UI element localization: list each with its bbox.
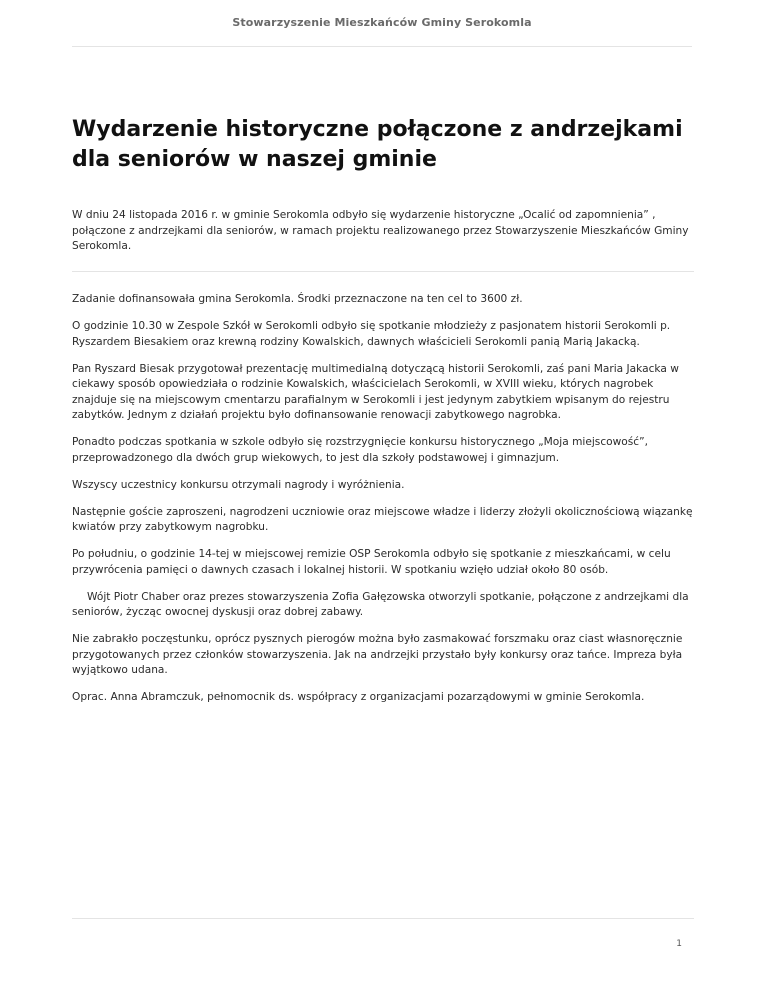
paragraph-refreshments: Nie zabrakło poczęstunku, oprócz pysznych pierogów można było zasmakować forszmaku oraz ciast własnoręcznie przygotowanych przez członków stowarzyszenia. Jak na andrzejki przystało były konkursy oraz tańce. Impreza była wyjątkowo udana. bbox=[72, 633, 683, 676]
footer-divider bbox=[72, 918, 694, 919]
article-lead: W dniu 24 listopada 2016 r. w gminie Serokomla odbyło się wydarzenie historyczne „Ocalić od zapomnienia” , połączone z andrzejkami dla seniorów, w ramach projektu realizowanego przez Stowarzyszenie Mieszkańców Gminy Serokomla. bbox=[72, 209, 689, 252]
page-header bbox=[72, 0, 692, 47]
paragraph-afternoon-meeting: Po południu, o godzinie 14-tej w miejscowej remizie OSP Serokomla odbyło się spotkanie z mieszkańcami, w celu przywrócenia pamięci o dawnych czasach i lokalnej historii. W spotkaniu wzięło udział około 80 osób. bbox=[72, 548, 671, 576]
divider bbox=[72, 271, 694, 272]
paragraph-awards: Wszyscy uczestnicy konkursu otrzymali nagrody i wyróżnienia. bbox=[72, 478, 405, 491]
paragraph-contest: Ponadto podczas spotkania w szkole odbyło się rozstrzygnięcie konkursu historycznego „Moja miejscowość”, przeprowadzonego dla dwóch grup wiekowych, to jest dla szkoły podstawowej i gimnazjum. bbox=[72, 436, 648, 464]
article-title: Wydarzenie historyczne połączone z andrzejkami dla seniorów w naszej gminie bbox=[72, 117, 683, 172]
article-body bbox=[72, 292, 694, 717]
site-name: Stowarzyszenie Mieszkańców Gminy Serokomla bbox=[232, 16, 532, 29]
paragraph-opening: Wójt Piotr Chaber oraz prezes stowarzyszenia Zofia Gałęzowska otworzyli spotkanie, połączone z andrzejkami dla seniorów, życząc owocnej dyskusji oraz dobrej zabawy. bbox=[72, 590, 689, 618]
paragraph-school-meeting: O godzinie 10.30 w Zespole Szkół w Serokomli odbyło się spotkanie młodzieży z pasjonatem historii Serokomli p. Ryszardem Biesakiem oraz krewną rodziny Kowalskich, dawnych właścicieli Serokomli panią Marią Jakacką. bbox=[72, 320, 671, 348]
paragraph-presentation: Pan Ryszard Biesak przygotował prezentację multimedialną dotyczącą historii Serokomli, zaś pani Maria Jakacka w ciekawy sposób opowiedziała o rodzinie Kowalskich, właścicielach Serokomli, w XVIII wieku, których nagrobek znajduje się na miejscowym cmentarzu parafialnym w Serokomli i jest jedynym zabytkiem wpisanym do rejestru zabytków. Jednym z działań projektu było dofinansowanie renowacji zabytkowego nagrobka. bbox=[72, 362, 679, 421]
paragraph-flowers: Następnie goście zaproszeni, nagrodzeni uczniowie oraz miejscowe władze i liderzy złożyli okolicznościową wiązankę kwiatów przy zabytkowym nagrobku. bbox=[72, 505, 693, 533]
paragraph-funding: Zadanie dofinansowała gmina Serokomla. Środki przeznaczone na ten cel to 3600 zł. bbox=[72, 293, 523, 305]
paragraph-author: Oprac. Anna Abramczuk, pełnomocnik ds. współpracy z organizacjami pozarządowymi w gminie Serokomla. bbox=[72, 691, 645, 703]
page-number: 1 bbox=[676, 939, 682, 949]
